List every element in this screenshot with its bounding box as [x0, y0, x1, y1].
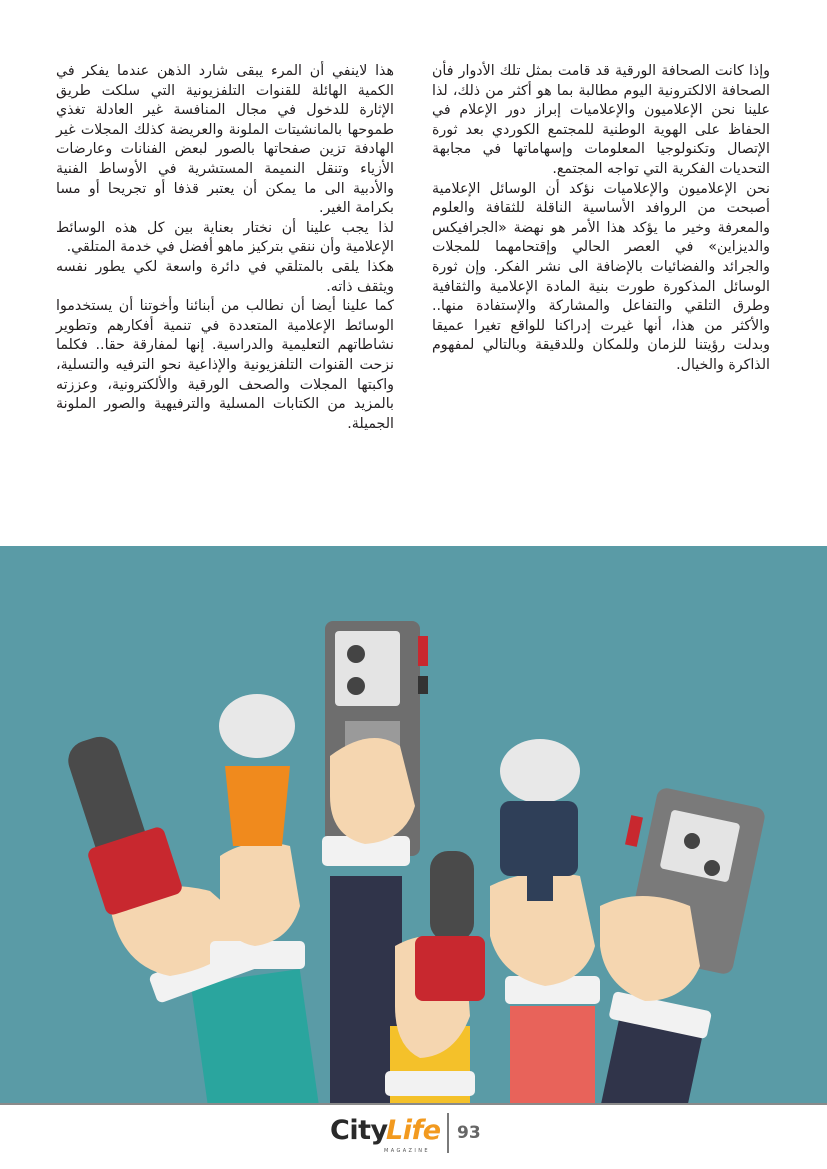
paragraph: كما علينا أيضا أن نطالب من أبنائنا وأخوتنا أن يستخدموا الوسائط الإعلامية المتعددة في تنمية أفكارهم وتطوير نشاطاتهم التعليمية والدراسية. إنها لمفارقة حقا.. فكلما نزحت القنوات التلفزيونية والإذاعية نحو الترفيه والتسلية، واكبتها المجلات والصحف الورقية والألكترونية، وعززته بالمزيد من الكتابات المسلية والترفيهية والصور الملونة الجميلة.	[56, 298, 394, 432]
microphones-illustration	[0, 546, 827, 1104]
article-column-left	[56, 62, 394, 434]
logo-life-text: Life	[386, 1115, 441, 1146]
citylife-logo	[330, 1115, 440, 1159]
page-number: 93	[457, 1123, 481, 1143]
logo-magazine-text: MAGAZINE	[384, 1148, 430, 1154]
footer-divider	[0, 1103, 827, 1105]
paragraph: نحن الإعلاميون والإعلاميات نؤكد أن الوسائل الإعلامية أصبحت من الروافد الأساسية الناقلة للثقافة والعلوم والمعرفة وخير ما يؤكد هذا الأمر هو نهضة «الجرافيكس والديزاين» في العصر الحالي وإقتحامهما للمجلات والجرائد والفضائيات بالإضافة الى نشر الفكر. وإن ثورة الوسائل المذكورة طورت بنية المادة الإعلامية والثقافية وطرق التلقي والتفاعل والمشاركة والإستفادة منها.. والأكثر من هذا، أنها غيرت إدراكنا للواقع تغيرا عميقا وبدلت رؤيتنا للزمان وللمكان وللدقيقة وبالتالي لمفهوم الذاكرة والخيال.	[432, 180, 770, 373]
article-column-right	[432, 62, 770, 376]
paragraph: وإذا كانت الصحافة الورقية قد قامت بمثل تلك الأدوار فأن الصحافة الالكترونية اليوم مطالبة بما هو أكثر من ذلك، لذا علينا نحن الإعلاميون والإعلاميات إبراز دور الإعلام في الحفاظ على الهوية الوطنية للمجتمع الكوردي بعد ثورة الإتصال وتكنولوجيا المعلومات وإسهاماتها في مجابهة التحديات الفكرية التي تواجه المجتمع.	[432, 63, 770, 177]
paragraph: هكذا يلقى بالمتلقي في دائرة واسعة لكي يطور نفسه ويثقف ذاته.	[56, 258, 394, 295]
microphones-illustration-svg	[0, 546, 827, 1104]
paragraph: لذا يجب علينا أن نختار بعناية بين كل هذه الوسائط الإعلامية وأن ننقي بتركيز ماهو أفضل في خدمة المتلقي.	[56, 219, 394, 256]
logo-city-text: City	[330, 1115, 388, 1146]
footer-separator	[447, 1113, 449, 1153]
paragraph: هذا لاينفي أن المرء يبقى شارد الذهن عندما يفكر في الكمية الهائلة للقنوات التلفزيونية التي سلكت طريق الإثارة للدخول في مجال المنافسة غير العادلة تغذي طموحها بالمانشيتات الملونة والعريضة كذلك المجلات غير الهادفة تزين صفحاتها بالصور لبعض الفنانات وعارضات الأزياء وتنقل النميمة المستشرية في الأوساط الفنية والأدبية الى ما يمكن أن يعتبر قذفا أو تجريحا أو مسا بكرامة الغير.	[56, 63, 394, 217]
